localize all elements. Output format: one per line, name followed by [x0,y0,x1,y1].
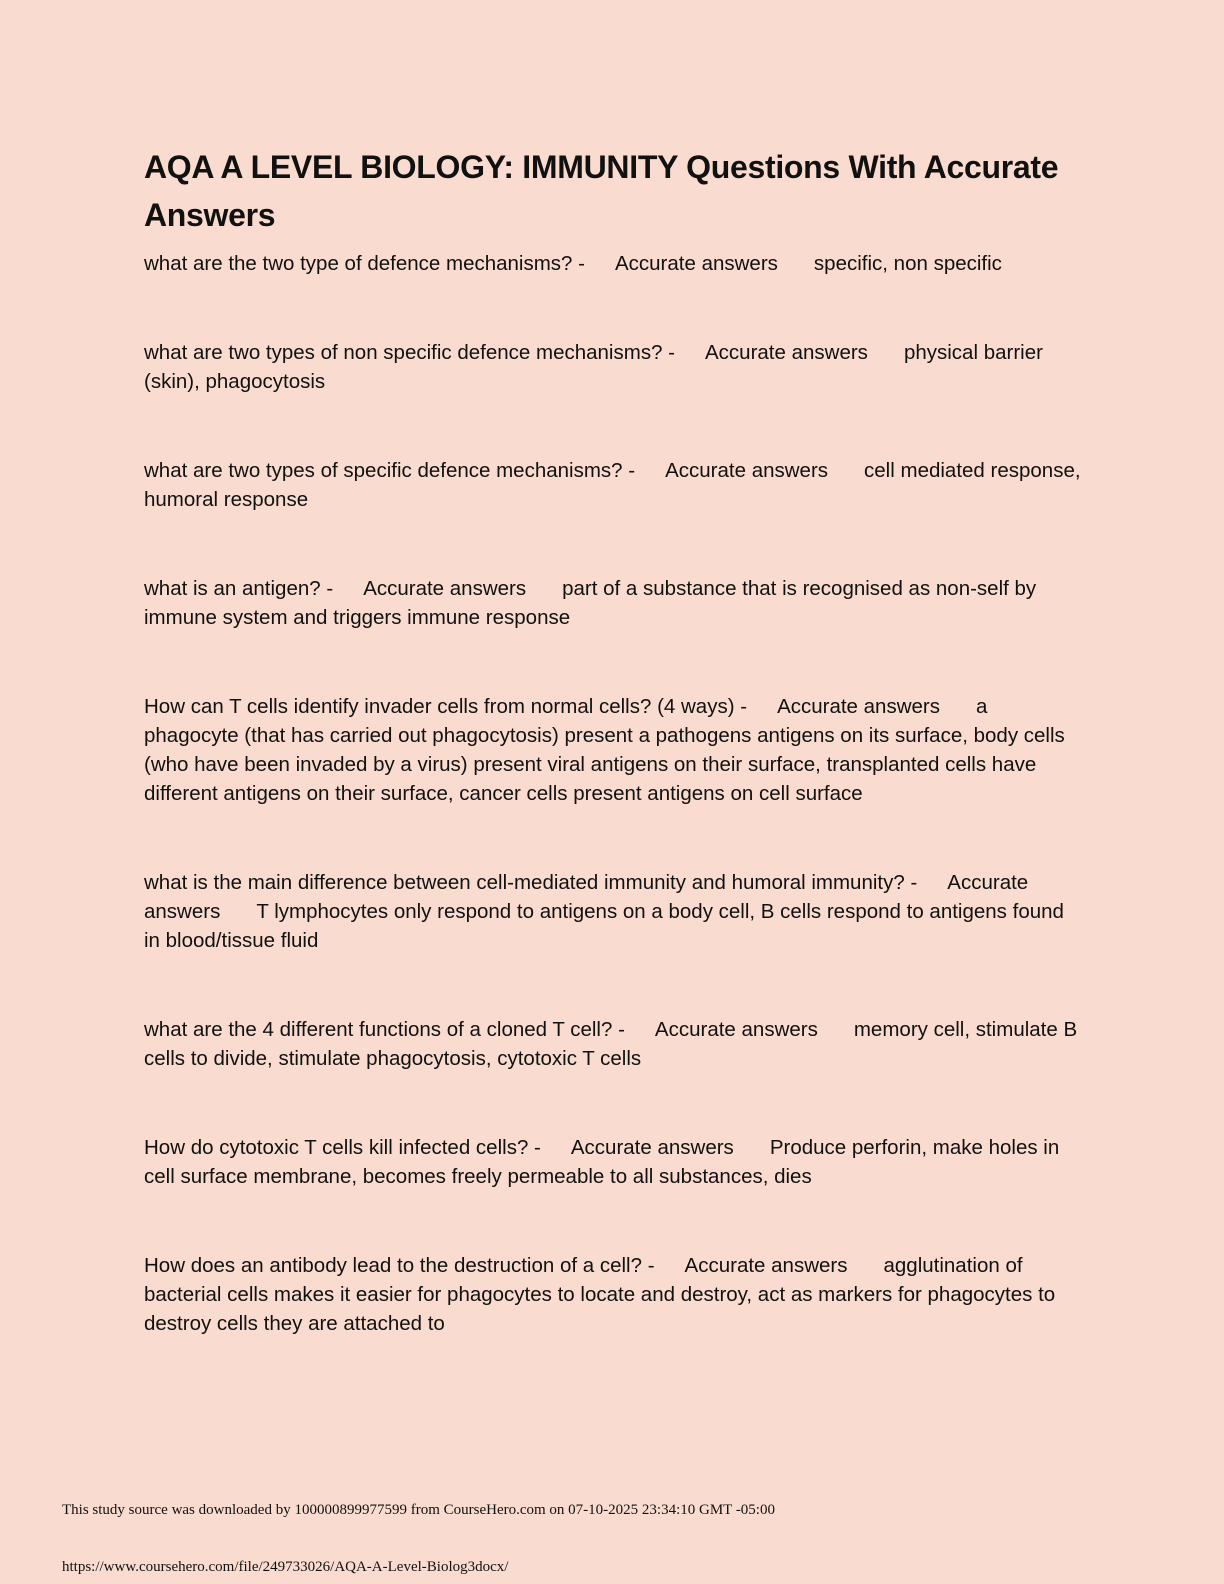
answer-label: Accurate answers [684,1254,848,1277]
qa-item [144,1133,1084,1191]
question-text: what are two types of specific defence mechanisms? - [144,459,636,482]
question-text: what is the main difference between cell-mediated immunity and humoral immunity? - [144,871,918,894]
answer-text: physical barrier (skin), phagocytosis [144,341,1043,393]
answer-label: Accurate answers [665,459,829,482]
question-text: what is an antigen? - [144,577,334,600]
question-text: what are the 4 different functions of a cloned T cell? - [144,1018,625,1041]
answer-label: Accurate answers [705,341,868,364]
answer-label: Accurate answers [144,871,1029,923]
answer-label: Accurate answers [654,1018,818,1041]
qa-item [144,1015,1084,1073]
qa-item [144,249,1084,278]
answer-label: Accurate answers [614,252,778,275]
answer-text: Produce perforin, make holes in cell surface membrane, becomes freely permeable to all substances, dies [144,1136,1060,1188]
question-text: How do cytotoxic T cells kill infected cells? - [144,1136,541,1159]
answer-text: T lymphocytes only respond to antigens on a body cell, B cells respond to antigens found in blood/tissue fluid [144,900,1064,952]
qa-item [144,338,1084,396]
qa-item [144,574,1084,632]
answer-text: cell mediated response, humoral response [144,459,1081,511]
answer-text: specific, non specific [813,252,1002,275]
question-text: what are two types of non specific defence mechanisms? - [144,341,675,364]
answer-text: a phagocyte (that has carried out phagocytosis) present a pathogens antigens on its surface, body cells (who have been invaded by a virus) present viral antigens on their surface, transplanted cells have different antigens on their surface, cancer cells present antigens on cell surface [144,695,1065,805]
question-text: How can T cells identify invader cells from normal cells? (4 ways) - [144,695,748,718]
source-url-link[interactable]: https://www.coursehero.com/file/249733026/AQA-A-Level-Biolog3docx/ [62,1559,509,1575]
document-page [144,143,1084,1398]
qa-item [144,692,1084,808]
qa-item [144,456,1084,514]
answer-text: memory cell, stimulate B cells to divide, stimulate phagocytosis, cytotoxic T cells [144,1018,1078,1070]
answer-label: Accurate answers [363,577,527,600]
answer-label: Accurate answers [777,695,940,718]
answer-text: part of a substance that is recognised as non-self by immune system and triggers immune response [144,577,1037,629]
qa-list [144,249,1084,1338]
qa-item [144,868,1084,955]
qa-item [144,1251,1084,1338]
download-source-note: This study source was downloaded by 100000899977599 from CourseHero.com on 07-10-2025 23:34:10 GMT -05:00 [62,1502,775,1518]
question-text: what are the two type of defence mechanisms? - [144,252,585,275]
answer-label: Accurate answers [570,1136,734,1159]
question-text: How does an antibody lead to the destruction of a cell? - [144,1254,655,1277]
answer-text: agglutination of bacterial cells makes it easier for phagocytes to locate and destroy, act as markers for phagocytes to destroy cells they are attached to [144,1254,1056,1335]
document-title: AQA A LEVEL BIOLOGY: IMMUNITY Questions With Accurate Answers [144,149,1059,233]
